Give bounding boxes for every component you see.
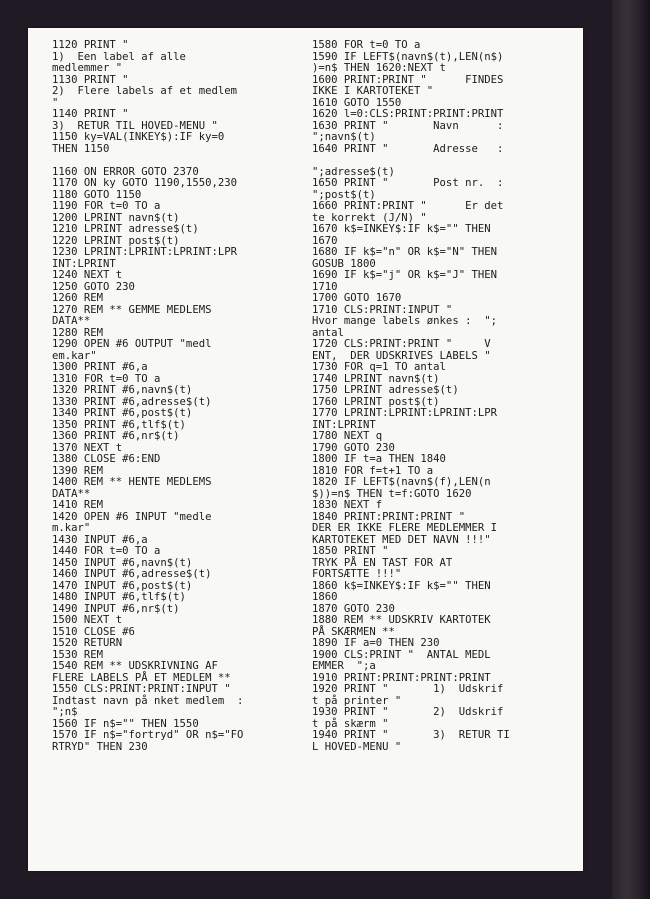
code-line: )=n$ THEN 1620:NEXT t — [312, 62, 446, 74]
code-line: 1600 PRINT:PRINT " FINDES — [312, 73, 504, 86]
code-line: 1580 FOR t=0 TO a — [312, 39, 421, 51]
code-line: TRYK PÅ EN TAST FOR AT — [312, 556, 453, 569]
code-line — [52, 155, 307, 167]
code-line: 1360 PRINT #6,nr$(t) — [52, 430, 180, 442]
code-line: antal — [312, 326, 344, 339]
code-line: 1530 REM — [52, 648, 104, 661]
code-line: 1860 k$=INKEY$:IF k$="" THEN — [312, 579, 491, 592]
code-line: 1670 — [312, 234, 338, 247]
code-line: 1130 PRINT " — [52, 73, 129, 86]
code-line: 1200 LPRINT navn$(t) — [52, 211, 180, 224]
code-line: 1740 LPRINT navn$(t) — [312, 372, 440, 385]
code-line: 1420 OPEN #6 INPUT "medle — [52, 510, 212, 523]
code-line: 1120 PRINT " — [52, 39, 129, 51]
code-line: 1680 IF k$="n" OR k$="N" THEN — [312, 246, 497, 258]
code-line: te korrekt (J/N) " — [312, 211, 427, 224]
code-line: 1890 IF a=0 THEN 230 — [312, 637, 440, 649]
code-line: 1460 INPUT #6,adresse$(t) — [52, 568, 212, 580]
code-line: 1220 LPRINT post$(t) — [52, 234, 180, 247]
code-line: 1400 REM ** HENTE MEDLEMS — [52, 476, 212, 488]
code-line: 1280 REM — [52, 326, 104, 339]
code-line: 1350 PRINT #6,tlf$(t) — [52, 418, 186, 431]
code-line: 1190 FOR t=0 TO a — [52, 200, 161, 212]
code-line: INT:LPRINT — [52, 257, 116, 270]
code-line: 1650 PRINT " Post nr. : — [312, 177, 504, 189]
code-line: 1300 PRINT #6,a — [52, 361, 148, 373]
code-line: 1780 NEXT q — [312, 430, 383, 442]
code-line: 1700 GOTO 1670 — [312, 292, 402, 304]
code-line: 1670 k$=INKEY$:IF k$="" THEN — [312, 223, 491, 235]
code-line: 1160 ON ERROR GOTO 2370 — [52, 165, 199, 178]
code-line: 1870 GOTO 230 — [312, 602, 395, 615]
code-line: 1390 REM — [52, 464, 104, 477]
code-line: INT:LPRINT — [312, 418, 376, 431]
code-line: 1570 IF n$="fortryd" OR n$="FO — [52, 729, 244, 741]
code-line: 1880 REM ** UDSKRIV KARTOTEK — [312, 614, 491, 626]
code-line: L HOVED-MENU " — [312, 740, 402, 753]
code-line: Indtast navn på nket medlem : — [52, 694, 244, 707]
code-line: 1450 INPUT #6,navn$(t) — [52, 556, 193, 569]
code-line: ";n$ — [52, 706, 78, 718]
code-line: 1520 RETURN — [52, 637, 123, 649]
printed-page — [28, 28, 583, 871]
code-line: THEN 1150 — [52, 142, 110, 155]
code-line: 1810 FOR f=t+1 TO a — [312, 464, 434, 477]
code-line: FORTSÆTTE !!!" — [312, 568, 402, 580]
code-line: 1750 LPRINT adresse$(t) — [312, 384, 459, 396]
code-line: 1720 CLS:PRINT:PRINT " V — [312, 338, 491, 350]
code-line: GOSUB 1800 — [312, 257, 376, 270]
code-line: RTRYD" THEN 230 — [52, 740, 148, 753]
code-line: 1940 PRINT " 3) RETUR TI — [312, 729, 510, 741]
code-line: 1660 PRINT:PRINT " Er det — [312, 200, 504, 212]
code-line: 1610 GOTO 1550 — [312, 96, 402, 109]
code-line: 1370 NEXT t — [52, 441, 123, 454]
code-line: 1630 PRINT " Navn : — [312, 119, 504, 132]
code-line: KARTOTEKET MED DET NAVN !!!" — [312, 533, 491, 546]
code-line: 1820 IF LEFT$(navn$(f),LEN(n — [312, 476, 491, 488]
code-line: 1710 CLS:PRINT:INPUT " — [312, 303, 453, 316]
code-line: 1640 PRINT " Adresse : — [312, 142, 504, 155]
code-line: DER ER IKKE FLERE MEDLEMMER I — [312, 522, 497, 534]
code-line: $))=n$ THEN t=f:GOTO 1620 — [312, 487, 472, 500]
code-line: 1910 PRINT:PRINT:PRINT:PRINT — [312, 671, 491, 684]
code-line: 1150 ky=VAL(INKEY$):IF ky=0 — [52, 131, 225, 143]
code-line: 1180 GOTO 1150 — [52, 188, 142, 201]
code-line: 3) RETUR TIL HOVED-MENU " — [52, 119, 218, 132]
code-line: 1) Een label af alle — [52, 50, 186, 63]
listing-column-left — [52, 40, 307, 753]
code-line: 1470 INPUT #6,post$(t) — [52, 579, 193, 592]
code-line: 1850 PRINT " — [312, 545, 389, 557]
code-line: 1770 LPRINT:LPRINT:LPRINT:LPR — [312, 407, 497, 419]
code-line: 1170 ON ky GOTO 1190,1550,230 — [52, 177, 237, 189]
code-line: 1930 PRINT " 2) Udskrif — [312, 706, 504, 718]
code-line: 1840 PRINT:PRINT:PRINT " — [312, 510, 466, 523]
code-line: DATA** — [52, 315, 91, 327]
code-line: 1560 IF n$="" THEN 1550 — [52, 717, 199, 730]
code-line: 1380 CLOSE #6:END — [52, 453, 161, 465]
code-line: 1490 INPUT #6,nr$(t) — [52, 602, 180, 615]
code-line: 1270 REM ** GEMME MEDLEMS — [52, 303, 212, 316]
listing-column-right — [312, 40, 574, 753]
code-line: 1500 NEXT t — [52, 614, 123, 626]
code-line: 1230 LPRINT:LPRINT:LPRINT:LPR — [52, 246, 237, 258]
code-line: 1550 CLS:PRINT:PRINT:INPUT " — [52, 683, 231, 695]
code-line: EMMER ";a — [312, 660, 376, 672]
code-line: 1140 PRINT " — [52, 108, 129, 120]
code-line: 1260 REM — [52, 292, 104, 304]
code-line: 1900 CLS:PRINT " ANTAL MEDL — [312, 648, 491, 661]
code-line: t på skærm " — [312, 717, 389, 730]
code-line: 1480 INPUT #6,tlf$(t) — [52, 591, 186, 603]
code-line: 1340 PRINT #6,post$(t) — [52, 407, 193, 419]
code-line: medlemmer " — [52, 62, 123, 74]
code-line: 1590 IF LEFT$(navn$(t),LEN(n$) — [312, 50, 504, 63]
code-line: 1240 NEXT t — [52, 269, 123, 281]
code-line: 1250 GOTO 230 — [52, 280, 135, 293]
code-line: DATA** — [52, 487, 91, 500]
code-line: 1830 NEXT f — [312, 499, 383, 511]
code-line: 1210 LPRINT adresse$(t) — [52, 223, 199, 235]
code-line: 1430 INPUT #6,a — [52, 533, 148, 546]
code-line: ";adresse$(t) — [312, 165, 395, 178]
code-line: 1540 REM ** UDSKRIVNING AF — [52, 660, 218, 672]
code-line: ";post$(t) — [312, 188, 376, 201]
code-line: 1790 GOTO 230 — [312, 441, 395, 454]
code-line: " — [52, 96, 59, 109]
code-line: 1690 IF k$="j" OR k$="J" THEN — [312, 269, 497, 281]
code-line: 1710 — [312, 280, 338, 293]
code-line: 1510 CLOSE #6 — [52, 625, 135, 638]
code-line: 1290 OPEN #6 OUTPUT "medl — [52, 338, 212, 350]
code-line: IKKE I KARTOTEKET " — [312, 85, 434, 97]
code-line: FLERE LABELS PÅ ET MEDLEM ** — [52, 671, 231, 684]
code-line: 1920 PRINT " 1) Udskrif — [312, 683, 504, 695]
code-line: m.kar" — [52, 522, 91, 534]
code-line: 1310 FOR t=0 TO a — [52, 372, 161, 385]
code-line: 1760 LPRINT post$(t) — [312, 395, 440, 408]
code-line: ";navn$(t) — [312, 131, 376, 143]
code-line: t på printer " — [312, 694, 402, 707]
code-line: Hvor mange labels ønkes : "; — [312, 315, 497, 327]
code-line: 1410 REM — [52, 499, 104, 511]
code-line: 1440 FOR t=0 TO a — [52, 545, 161, 557]
code-line: 1800 IF t=a THEN 1840 — [312, 453, 446, 465]
code-line: 1730 FOR q=1 TO antal — [312, 361, 446, 373]
code-line: 1620 l=0:CLS:PRINT:PRINT:PRINT — [312, 108, 504, 120]
code-line: 2) Flere labels af et medlem — [52, 85, 237, 97]
code-line: PÅ SKÆRMEN ** — [312, 625, 395, 638]
code-line — [312, 155, 574, 167]
adjacent-page-edge — [612, 0, 650, 899]
code-line: 1330 PRINT #6,adresse$(t) — [52, 395, 212, 408]
code-line: 1860 — [312, 591, 338, 603]
code-line: ENT, DER UDSKRIVES LABELS " — [312, 349, 491, 362]
code-line: em.kar" — [52, 349, 97, 362]
code-line: 1320 PRINT #6,navn$(t) — [52, 384, 193, 396]
